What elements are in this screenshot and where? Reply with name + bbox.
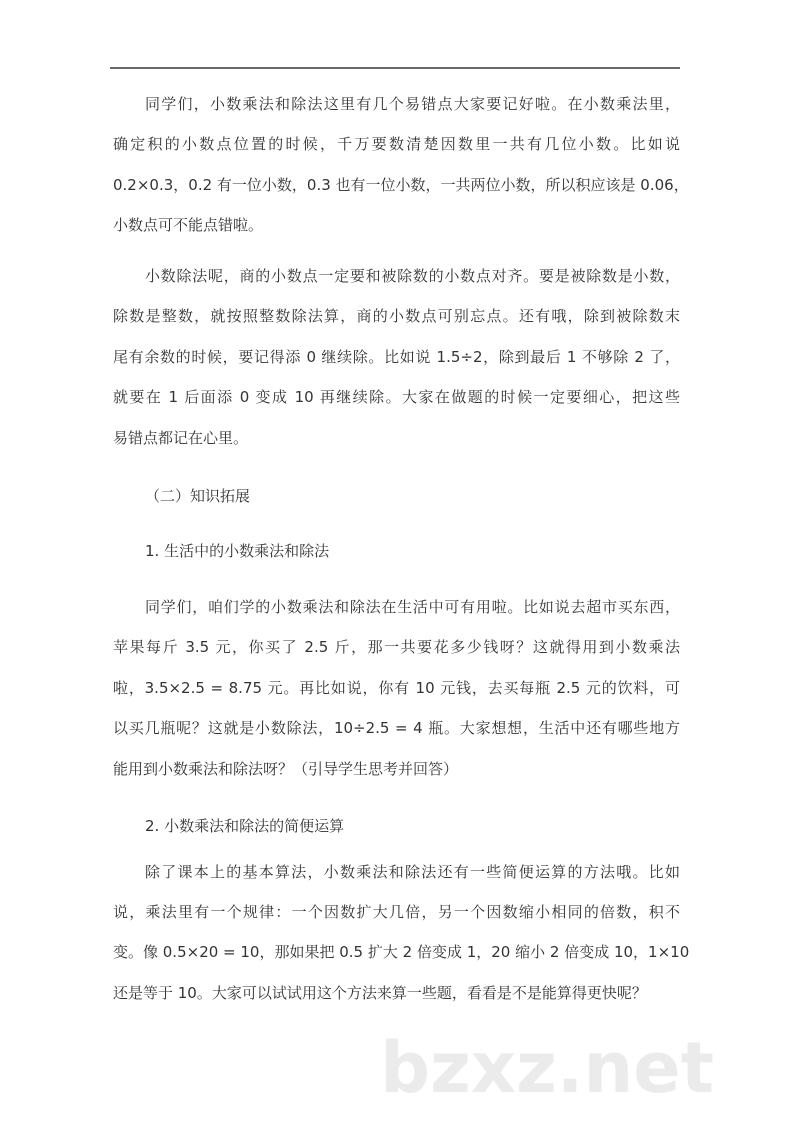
watermark: bzxz.net — [380, 1027, 715, 1109]
paragraph-3-line: 能用到小数乘法和除法呀？（引导学生思考并回答） — [113, 760, 459, 778]
paragraph-2-line: 小数除法呢，商的小数点一定要和被除数的小数点对齐。要是被除数是小数， — [145, 267, 680, 285]
section-heading: （二）知识拓展 — [145, 487, 251, 505]
paragraph-3-line: 以买几瓶呢？这就是小数除法，10÷2.5 = 4 瓶。大家想想，生活中还有哪些地方 — [113, 719, 680, 737]
paragraph-3-line: 啦，3.5×2.5 = 8.75 元。再比如说，你有 10 元钱，去买每瓶 2.5 元的饮料，可 — [113, 679, 680, 697]
paragraph-4-line: 变。像 0.5×20 = 10，那如果把 0.5 扩大 2 倍变成 1，20 缩小 2 倍变成 10，1×10 — [113, 943, 690, 961]
paragraph-3-line: 同学们，咱们学的小数乘法和除法在生活中可有用啦。比如说去超市买东西， — [145, 598, 680, 616]
paragraph-1-line: 同学们，小数乘法和除法这里有几个易错点大家要记好啦。在小数乘法里， — [145, 95, 680, 113]
paragraph-2-line: 尾有余数的时候，要记得添 0 继续除。比如说 1.5÷2，除到最后 1 不够除 2 了， — [113, 348, 680, 366]
paragraph-4-line: 还是等于 10。大家可以试试用这个方法来算一些题，看看是不是能算得更快呢？ — [113, 984, 647, 1002]
paragraph-3-line: 苹果每斤 3.5 元，你买了 2.5 斤，那一共要花多少钱呀？这就得用到小数乘法 — [113, 638, 680, 656]
paragraph-2-line: 除数是整数，就按照整数除法算，商的小数点可别忘点。还有哦，除到被除数末 — [113, 307, 680, 325]
paragraph-2-line: 就要在 1 后面添 0 变成 10 再继续除。大家在做题的时候一定要细心，把这些 — [113, 388, 680, 406]
paragraph-2-line: 易错点都记在心里。 — [113, 429, 249, 447]
subheading-1: 1. 生活中的小数乘法和除法 — [145, 542, 330, 560]
paragraph-1-line: 小数点可不能点错啦。 — [113, 216, 264, 234]
paragraph-4-line: 说，乘法里有一个规律：一个因数扩大几倍，另一个因数缩小相同的倍数，积不 — [113, 903, 680, 921]
header-rule — [110, 67, 680, 69]
paragraph-1-line: 0.2×0.3，0.2 有一位小数，0.3 也有一位小数，一共两位小数，所以积应该是 0.06， — [113, 176, 689, 194]
paragraph-1-line: 确定积的小数点位置的时候，千万要数清楚因数里一共有几位小数。比如说 — [113, 135, 680, 153]
subheading-2: 2. 小数乘法和除法的简便运算 — [145, 817, 345, 835]
paragraph-4-line: 除了课本上的基本算法，小数乘法和除法还有一些简便运算的方法哦。比如 — [145, 863, 680, 881]
